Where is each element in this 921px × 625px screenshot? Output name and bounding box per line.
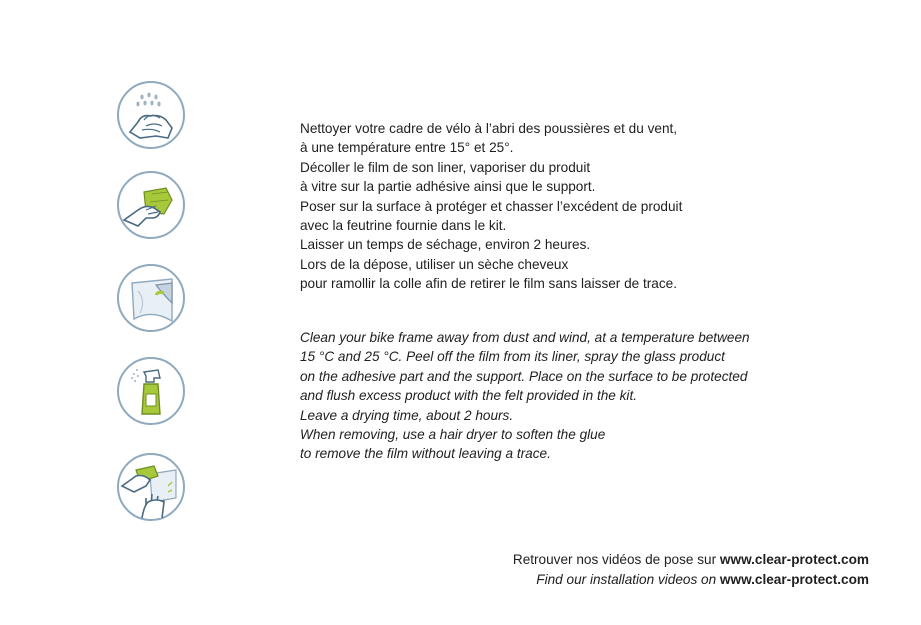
en-line: and flush excess product with the felt provided in the kit. [300,388,638,404]
footer-en-text: Find our installation videos on [536,572,720,587]
clean-cloth-icon [116,170,186,240]
en-line: 15 °C and 25 °C. Peel off the film from its liner, spray the glass product [300,349,725,365]
en-line: Leave a drying time, about 2 hours. [300,407,514,423]
video-footer [513,550,869,590]
footer-en-url[interactable]: www.clear-protect.com [719,572,869,587]
fr-line: avec la feutrine fournie dans le kit. [300,218,507,234]
felt-squeegee-icon [116,452,186,522]
footer-en [513,570,869,590]
fr-line: pour ramollir la colle afin de retirer le film sans laisser de trace. [300,276,677,292]
en-line: Clean your bike frame away from dust and wind, at a temperature between [300,330,750,345]
footer-fr-text: Retrouver nos vidéos de pose sur [512,552,720,567]
en-line: When removing, use a hair dryer to soften the glue [300,427,606,443]
wash-hands-icon [116,80,186,150]
french-instructions [300,119,770,294]
footer-fr [513,550,869,570]
fr-line: Décoller le film de son liner, vaporiser du produit [300,159,591,175]
fr-line: Nettoyer votre cadre de vélo à l’abri des poussières et du vent, [300,121,678,136]
en-line: to remove the film without leaving a trace. [300,446,551,462]
fr-line: à vitre sur la partie adhésive ainsi que le support. [300,179,596,195]
spray-bottle-icon [116,356,186,426]
fr-line: Laisser un temps de séchage, environ 2 heures. [300,237,591,253]
footer-fr-url[interactable]: www.clear-protect.com [719,552,869,567]
english-instructions [300,328,780,464]
fr-line: à une température entre 15° et 25°. [300,140,514,156]
peel-film-icon [116,263,186,333]
fr-line: Poser sur la surface à protéger et chasser l’excédent de produit [300,198,683,214]
en-line: on the adhesive part and the support. Place on the surface to be protected [300,368,748,384]
fr-line: Lors de la dépose, utiliser un sèche cheveux [300,256,569,272]
